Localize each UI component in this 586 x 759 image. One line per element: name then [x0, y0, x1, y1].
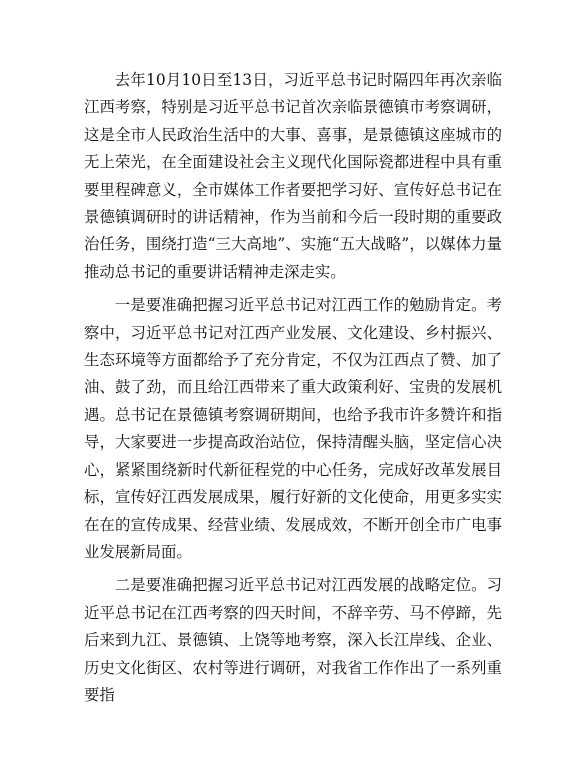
paragraph-point-two: 二是要准确把握习近平总书记对江西发展的战略定位。习近平总书记在江西考察的四天时间，不辞辛劳、马不停蹄，先后来到九江、景德镇、上饶等地考察，深入长江岸线、企业、历史文化街区、农村等进行调研，对我省工作作出了一系列重要指	[84, 576, 502, 704]
paragraph-point-one: 一是要准确把握习近平总书记对江西工作的勉励肯定。考察中，习近平总书记对江西产业发展、文化建设、乡村振兴、生态环境等方面都给予了充分肯定，不仅为江西点了赞、加了油、鼓了劲，而且给江西带来了重大政策利好、宝贵的发展机遇。总书记在景德镇考察调研期间，也给予我市许多赞许和指导，大家要进一步提高政治站位，保持清醒头脑，坚定信心决心，紧紧围绕新时代新征程党的中心任务，完成好改革发展目标，宣传好江西发展成果，履行好新的文化使命，用更多实实在在的宣传成果、经营业绩、发展成效，不断开创全市广电事业发展新局面。	[84, 296, 502, 561]
document-body	[84, 67, 502, 709]
paragraph-intro: 去年10月10日至13日，习近平总书记时隔四年再次亲临江西考察，特别是习近平总书记首次亲临景德镇市考察调研，这是全市人民政治生活中的大事、喜事，是景德镇这座城市的无上荣光，在全面建设社会主义现代化国际瓷都进程中具有重要里程碑意义，全市媒体工作者要把学习好、宣传好总书记在景德镇调研时的讲话精神，作为当前和今后一段时期的重要政治任务，围绕打造“三大高地”、实施“五大战略”，以媒体力量推动总书记的重要讲话精神走深走实。	[84, 71, 502, 281]
